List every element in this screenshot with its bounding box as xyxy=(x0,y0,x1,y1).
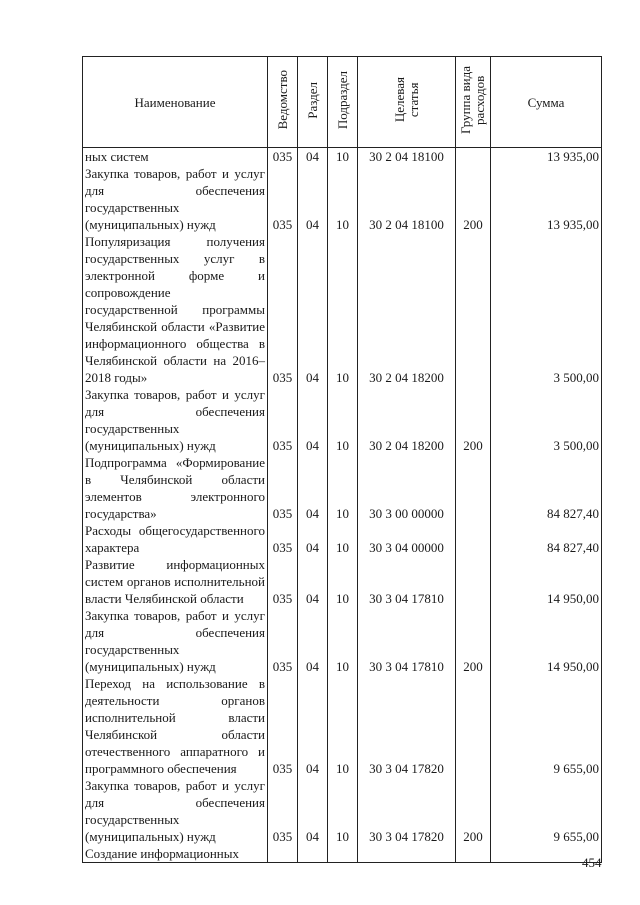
page-number: 454 xyxy=(582,855,602,870)
row-dept: 035 xyxy=(268,556,298,607)
row-target: 30 3 04 17820 xyxy=(358,777,456,845)
row-group: 200 xyxy=(456,386,491,454)
row-target: 30 3 04 17820 xyxy=(358,675,456,777)
table-row xyxy=(83,556,602,607)
row-group xyxy=(456,454,491,522)
header-target: Целевая статья xyxy=(358,57,456,148)
table-row xyxy=(83,165,602,233)
row-section: 04 xyxy=(298,522,328,556)
row-amount: 14 950,00 xyxy=(491,556,602,607)
table-row xyxy=(83,777,602,845)
row-group xyxy=(456,845,491,863)
row-target: 30 2 04 18100 xyxy=(358,148,456,166)
row-name: Создание информационных xyxy=(83,845,268,863)
row-amount: 13 935,00 xyxy=(491,165,602,233)
row-section: 04 xyxy=(298,165,328,233)
table-row xyxy=(83,522,602,556)
row-subsection: 10 xyxy=(328,454,358,522)
row-group: 200 xyxy=(456,777,491,845)
row-name: Закупка товаров, работ и услуг для обеспечения государственных (муниципальных) нужд xyxy=(83,607,268,675)
row-name: Переход на использование в деятельности органов исполнительной власти Челябинской области отечественного аппаратного и программного обеспечения xyxy=(83,675,268,777)
row-dept: 035 xyxy=(268,607,298,675)
row-target: 30 2 04 18200 xyxy=(358,233,456,386)
table-row xyxy=(83,845,602,863)
row-amount: 9 655,00 xyxy=(491,777,602,845)
row-amount: 9 655,00 xyxy=(491,675,602,777)
row-target: 30 3 00 00000 xyxy=(358,454,456,522)
table-row xyxy=(83,607,602,675)
table-row xyxy=(83,454,602,522)
row-subsection xyxy=(328,845,358,863)
row-amount: 84 827,40 xyxy=(491,454,602,522)
table-row xyxy=(83,148,602,166)
row-group xyxy=(456,675,491,777)
row-name: Закупка товаров, работ и услуг для обеспечения государственных (муниципальных) нужд xyxy=(83,165,268,233)
row-group xyxy=(456,148,491,166)
row-amount: 13 935,00 xyxy=(491,148,602,166)
row-group xyxy=(456,233,491,386)
header-subsection: Подраздел xyxy=(328,57,358,148)
row-name: Популяризация получения государственных услуг в электронной форме и сопровождение государственной программы Челябинской области «Развитие информационного общества в Челябинской области на 2016–2018 годы» xyxy=(83,233,268,386)
row-name: ных систем xyxy=(83,148,268,166)
row-subsection: 10 xyxy=(328,148,358,166)
header-amount: Сумма xyxy=(491,57,602,148)
table-header-row xyxy=(83,57,602,148)
row-subsection: 10 xyxy=(328,777,358,845)
row-group: 200 xyxy=(456,165,491,233)
header-section: Раздел xyxy=(298,57,328,148)
row-group: 200 xyxy=(456,607,491,675)
header-expense-group: Группа вида расходов xyxy=(456,57,491,148)
row-target: 30 2 04 18100 xyxy=(358,165,456,233)
row-dept: 035 xyxy=(268,675,298,777)
row-name: Развитие информационных систем органов исполнительной власти Челябинской области xyxy=(83,556,268,607)
table-row xyxy=(83,233,602,386)
row-subsection: 10 xyxy=(328,233,358,386)
row-target: 30 3 04 00000 xyxy=(358,522,456,556)
row-group xyxy=(456,522,491,556)
row-subsection: 10 xyxy=(328,386,358,454)
row-section xyxy=(298,845,328,863)
row-amount: 3 500,00 xyxy=(491,233,602,386)
row-section: 04 xyxy=(298,454,328,522)
row-section: 04 xyxy=(298,233,328,386)
row-target xyxy=(358,845,456,863)
row-section: 04 xyxy=(298,556,328,607)
row-subsection: 10 xyxy=(328,607,358,675)
row-dept xyxy=(268,845,298,863)
row-name: Закупка товаров, работ и услуг для обеспечения государственных (муниципальных) нужд xyxy=(83,386,268,454)
row-name: Закупка товаров, работ и услуг для обеспечения государственных (муниципальных) нужд xyxy=(83,777,268,845)
row-dept: 035 xyxy=(268,386,298,454)
row-target: 30 3 04 17810 xyxy=(358,556,456,607)
row-subsection: 10 xyxy=(328,522,358,556)
row-dept: 035 xyxy=(268,522,298,556)
row-subsection: 10 xyxy=(328,556,358,607)
row-target: 30 2 04 18200 xyxy=(358,386,456,454)
row-section: 04 xyxy=(298,148,328,166)
row-amount: 84 827,40 xyxy=(491,522,602,556)
row-section: 04 xyxy=(298,607,328,675)
header-dept: Ведомство xyxy=(268,57,298,148)
header-name: Наименование xyxy=(83,57,268,148)
row-dept: 035 xyxy=(268,148,298,166)
row-section: 04 xyxy=(298,386,328,454)
row-section: 04 xyxy=(298,777,328,845)
row-name: Подпрограмма «Формирование в Челябинской области элементов электронного государства» xyxy=(83,454,268,522)
row-dept: 035 xyxy=(268,777,298,845)
row-subsection: 10 xyxy=(328,675,358,777)
row-name: Расходы общегосударственного характера xyxy=(83,522,268,556)
row-dept: 035 xyxy=(268,454,298,522)
budget-table xyxy=(82,56,602,863)
row-amount: 3 500,00 xyxy=(491,386,602,454)
row-dept: 035 xyxy=(268,233,298,386)
row-dept: 035 xyxy=(268,165,298,233)
table-row xyxy=(83,386,602,454)
row-group xyxy=(456,556,491,607)
row-amount: 14 950,00 xyxy=(491,607,602,675)
row-target: 30 3 04 17810 xyxy=(358,607,456,675)
row-section: 04 xyxy=(298,675,328,777)
table-row xyxy=(83,675,602,777)
row-subsection: 10 xyxy=(328,165,358,233)
